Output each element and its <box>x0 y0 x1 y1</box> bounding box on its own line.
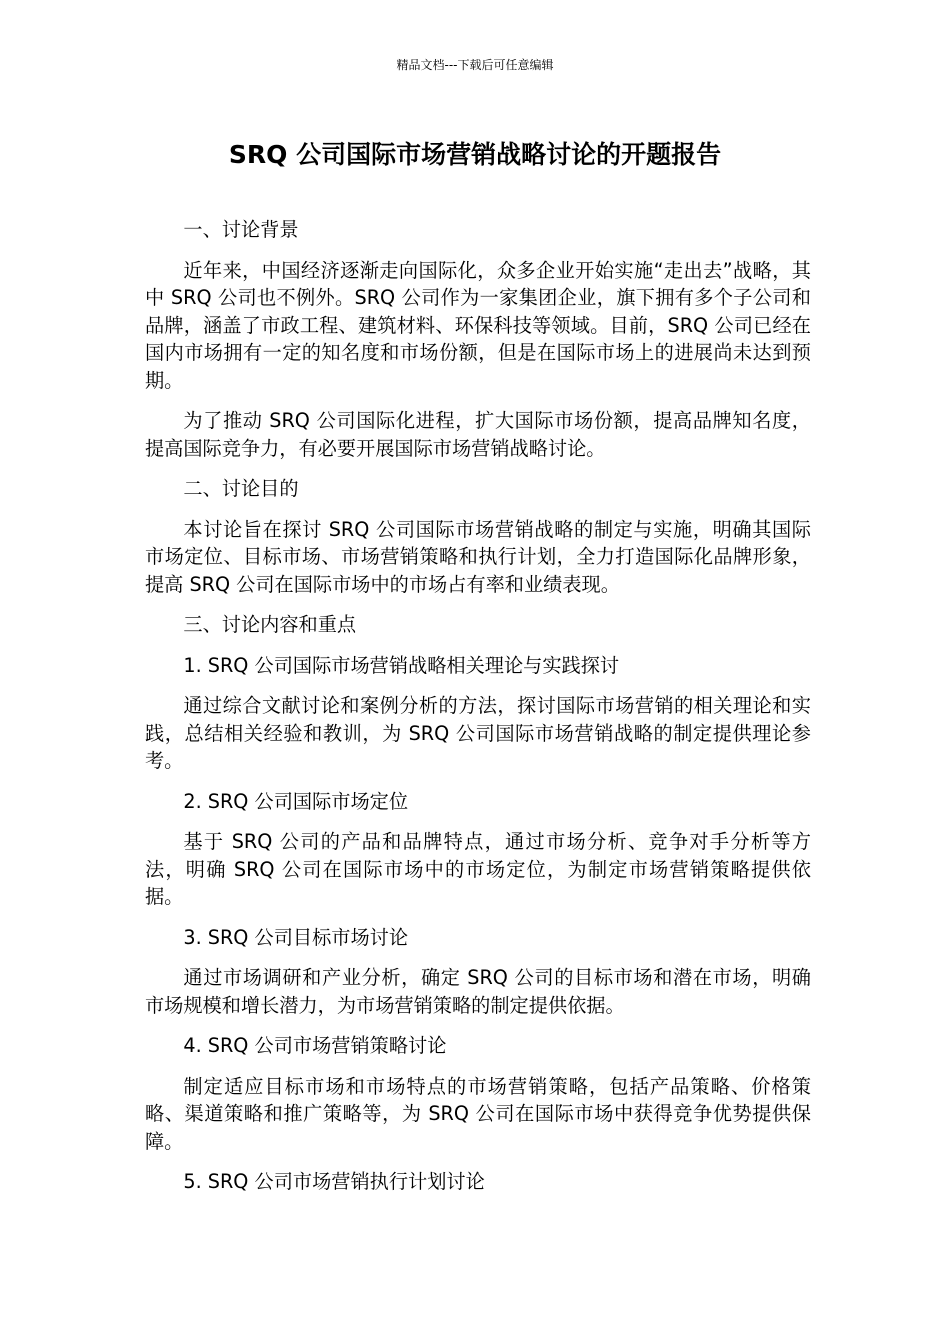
section-heading-purpose: 二、讨论目的 <box>183 477 299 500</box>
document-body <box>145 216 811 1209</box>
section-heading-background: 一、讨论背景 <box>183 218 299 241</box>
paragraph-subheading-1: 通过综合文献讨论和案例分析的方法，探讨国际市场营销的相关理论和实践，总结相关经验和教训，为 SRQ 公司国际市场营销战略的制定提供理论参考。 <box>145 694 811 772</box>
paragraph-background-1: 近年来，中国经济逐渐走向国际化，众多企业开始实施“走出去”战略，其中 SRQ 公司也不例外。SRQ 公司作为一家集团企业，旗下拥有多个子公司和品牌，涵盖了市政工程、建筑材料、环保科技等领域。目前，SRQ 公司已经在国内市场拥有一定的知名度和市场份额，但是在国际市场上的进展尚未达到预期。 <box>145 258 811 392</box>
page-header-note: 精品文档---下载后可任意编辑 <box>396 58 554 72</box>
paragraph-subheading-2: 基于 SRQ 公司的产品和品牌特点，通过市场分析、竞争对手分析等方法，明确 SRQ 公司在国际市场中的市场定位，为制定市场营销策略提供依据。 <box>145 830 811 908</box>
subheading-1: 1. SRQ 公司国际市场营销战略相关理论与实践探讨 <box>183 653 620 677</box>
subheading-3: 3. SRQ 公司目标市场讨论 <box>183 925 409 949</box>
paragraph-subheading-3: 通过市场调研和产业分析，确定 SRQ 公司的目标市场和潜在市场，明确市场规模和增长潜力，为市场营销策略的制定提供依据。 <box>145 966 811 1017</box>
subheading-5: 5. SRQ 公司市场营销执行计划讨论 <box>183 1170 485 1193</box>
paragraph-purpose: 本讨论旨在探讨 SRQ 公司国际市场营销战略的制定与实施，明确其国际市场定位、目标市场、市场营销策略和执行计划，全力打造国际化品牌形象，提高 SRQ 公司在国际市场中的市场占有率和业绩表现。 <box>145 517 811 596</box>
paragraph-background-2: 为了推动 SRQ 公司国际化进程，扩大国际市场份额，提高品牌知名度，提高国际竞争力，有必要开展国际市场营销战略讨论。 <box>145 409 811 460</box>
subheading-2: 2. SRQ 公司国际市场定位 <box>183 789 409 813</box>
section-heading-content: 三、讨论内容和重点 <box>183 613 357 636</box>
paragraph-subheading-4: 制定适应目标市场和市场特点的市场营销策略，包括产品策略、价格策略、渠道策略和推广策略等，为 SRQ 公司在国际市场中获得竞争优势提供保障。 <box>145 1074 811 1153</box>
subheading-4: 4. SRQ 公司市场营销策略讨论 <box>183 1034 447 1057</box>
document-title: SRQ 公司国际市场营销战略讨论的开题报告 <box>228 140 722 169</box>
